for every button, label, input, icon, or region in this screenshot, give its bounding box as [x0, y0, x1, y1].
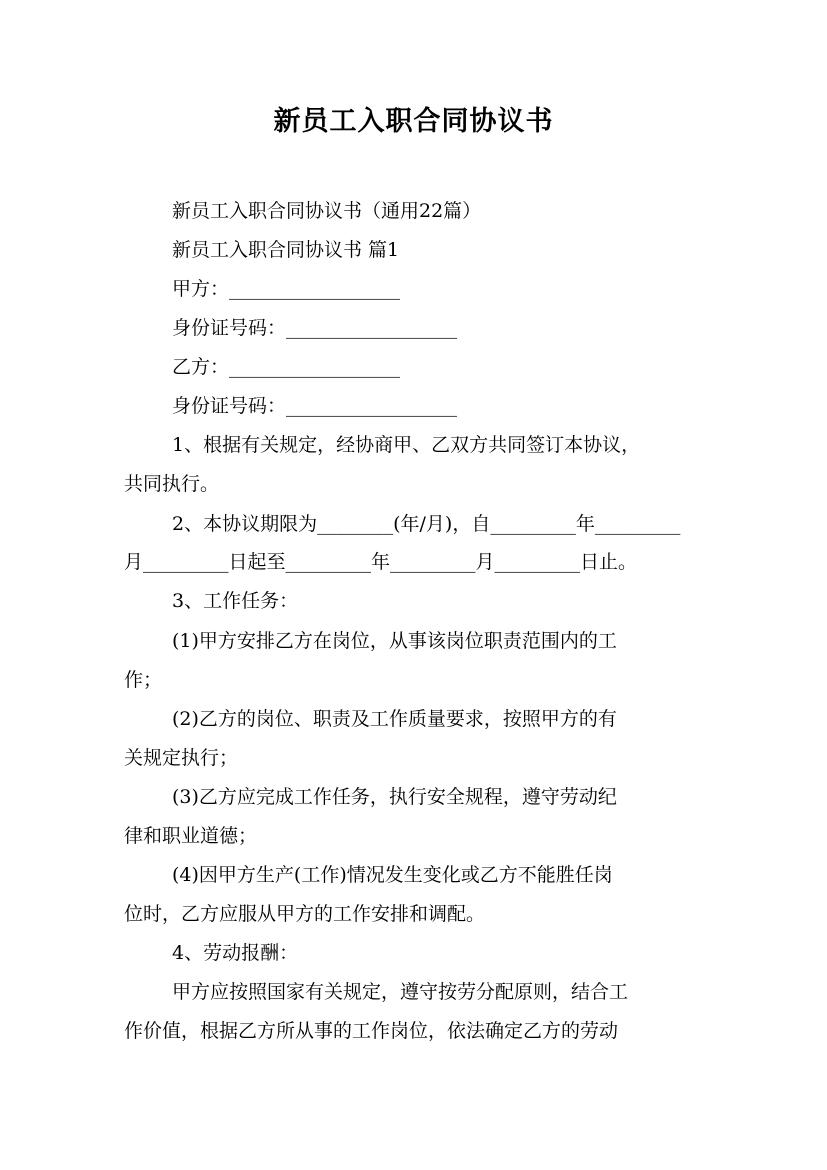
clause-1-line-1: 1、根据有关规定，经协商甲、乙双方共同签订本协议，: [172, 434, 641, 456]
clause-3-item-1-line-1: (1)甲方安排乙方在岗位，从事该岗位职责范围内的工: [172, 630, 617, 652]
clause-4-line-2: 作价值，根据乙方所从事的工作岗位，依法确定乙方的劳动: [124, 1020, 619, 1042]
party-b-id-field: 身份证号码：__________________: [172, 395, 458, 417]
party-a-field: 甲方：__________________: [172, 278, 401, 300]
clause-3-item-4-line-2: 位时，乙方应服从甲方的工作安排和调配。: [124, 903, 486, 925]
clause-3-heading: 3、工作任务：: [172, 590, 299, 612]
document-title: 新员工入职合同协议书: [273, 106, 554, 137]
clause-3-item-3-line-1: (3)乙方应完成工作任务，执行安全规程，遵守劳动纪: [172, 786, 617, 808]
clause-3-item-4-line-1: (4)因甲方生产(工作)情况发生变化或乙方不能胜任岗: [172, 864, 613, 886]
clause-1-line-2: 共同执行。: [124, 473, 220, 495]
party-b-field: 乙方：__________________: [172, 356, 401, 378]
clause-2-line-2: 月_________日起至_________年_________月_________日止。: [124, 551, 638, 573]
clause-3-item-1-line-2: 作；: [124, 669, 163, 691]
clause-3-item-3-line-2: 律和职业道德；: [124, 825, 258, 847]
doc-subtitle: 新员工入职合同协议书（通用22篇）: [172, 200, 482, 222]
clause-3-item-2-line-1: (2)乙方的岗位、职责及工作质量要求，按照甲方的有: [172, 708, 617, 730]
clause-3-item-2-line-2: 关规定执行；: [124, 747, 239, 769]
clause-4-heading: 4、劳动报酬：: [172, 942, 299, 964]
clause-4-line-1: 甲方应按照国家有关规定，遵守按劳分配原则，结合工: [172, 981, 629, 1003]
clause-2-line-1: 2、本协议期限为________(年/月)，自_________年_________: [172, 513, 681, 535]
section-heading: 新员工入职合同协议书 篇1: [172, 239, 400, 261]
party-a-id-field: 身份证号码：__________________: [172, 317, 458, 339]
